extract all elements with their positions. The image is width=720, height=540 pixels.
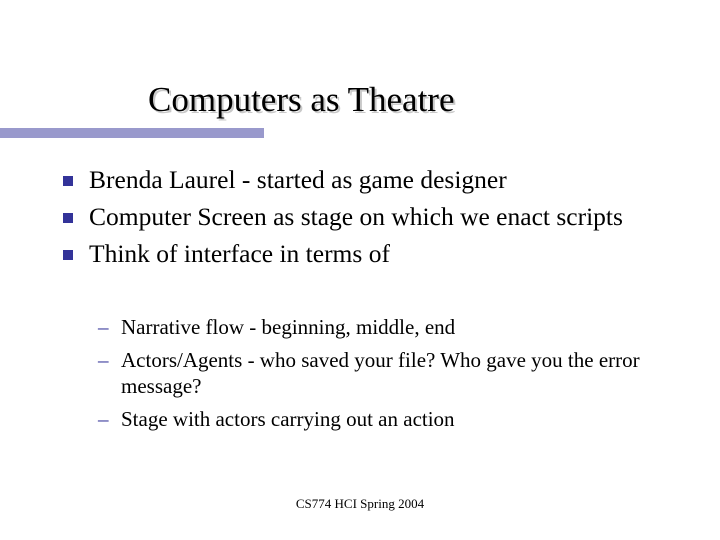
bullet-item [0,238,629,269]
sub-bullet-item [0,347,681,399]
bullet-list [0,164,720,275]
bullet-text: Brenda Laurel - started as game designer [89,165,507,194]
square-bullet-icon [63,250,73,260]
dash-bullet-icon: – [98,348,109,372]
slide-footer: CS774 HCI Spring 2004 [295,496,425,511]
slide-title: Computers as Theatre [148,80,455,119]
sub-bullet-item [0,406,681,432]
square-bullet-icon [63,176,73,186]
sub-bullet-list [0,314,720,439]
sub-bullet-item [0,314,681,340]
bullet-text: Computer Screen as stage on which we enact scripts [89,202,623,231]
bullet-text: Think of interface in terms of [89,239,390,268]
sub-bullet-text: Actors/Agents - who saved your file? Who gave you the error message? [121,348,640,398]
dash-bullet-icon: – [98,315,109,339]
bullet-item [0,164,629,195]
square-bullet-icon [63,213,73,223]
bullet-item [0,201,629,232]
title-underline-bar [0,128,264,138]
sub-bullet-text: Stage with actors carrying out an action [121,407,455,431]
dash-bullet-icon: – [98,407,109,431]
sub-bullet-text: Narrative flow - beginning, middle, end [121,315,456,339]
